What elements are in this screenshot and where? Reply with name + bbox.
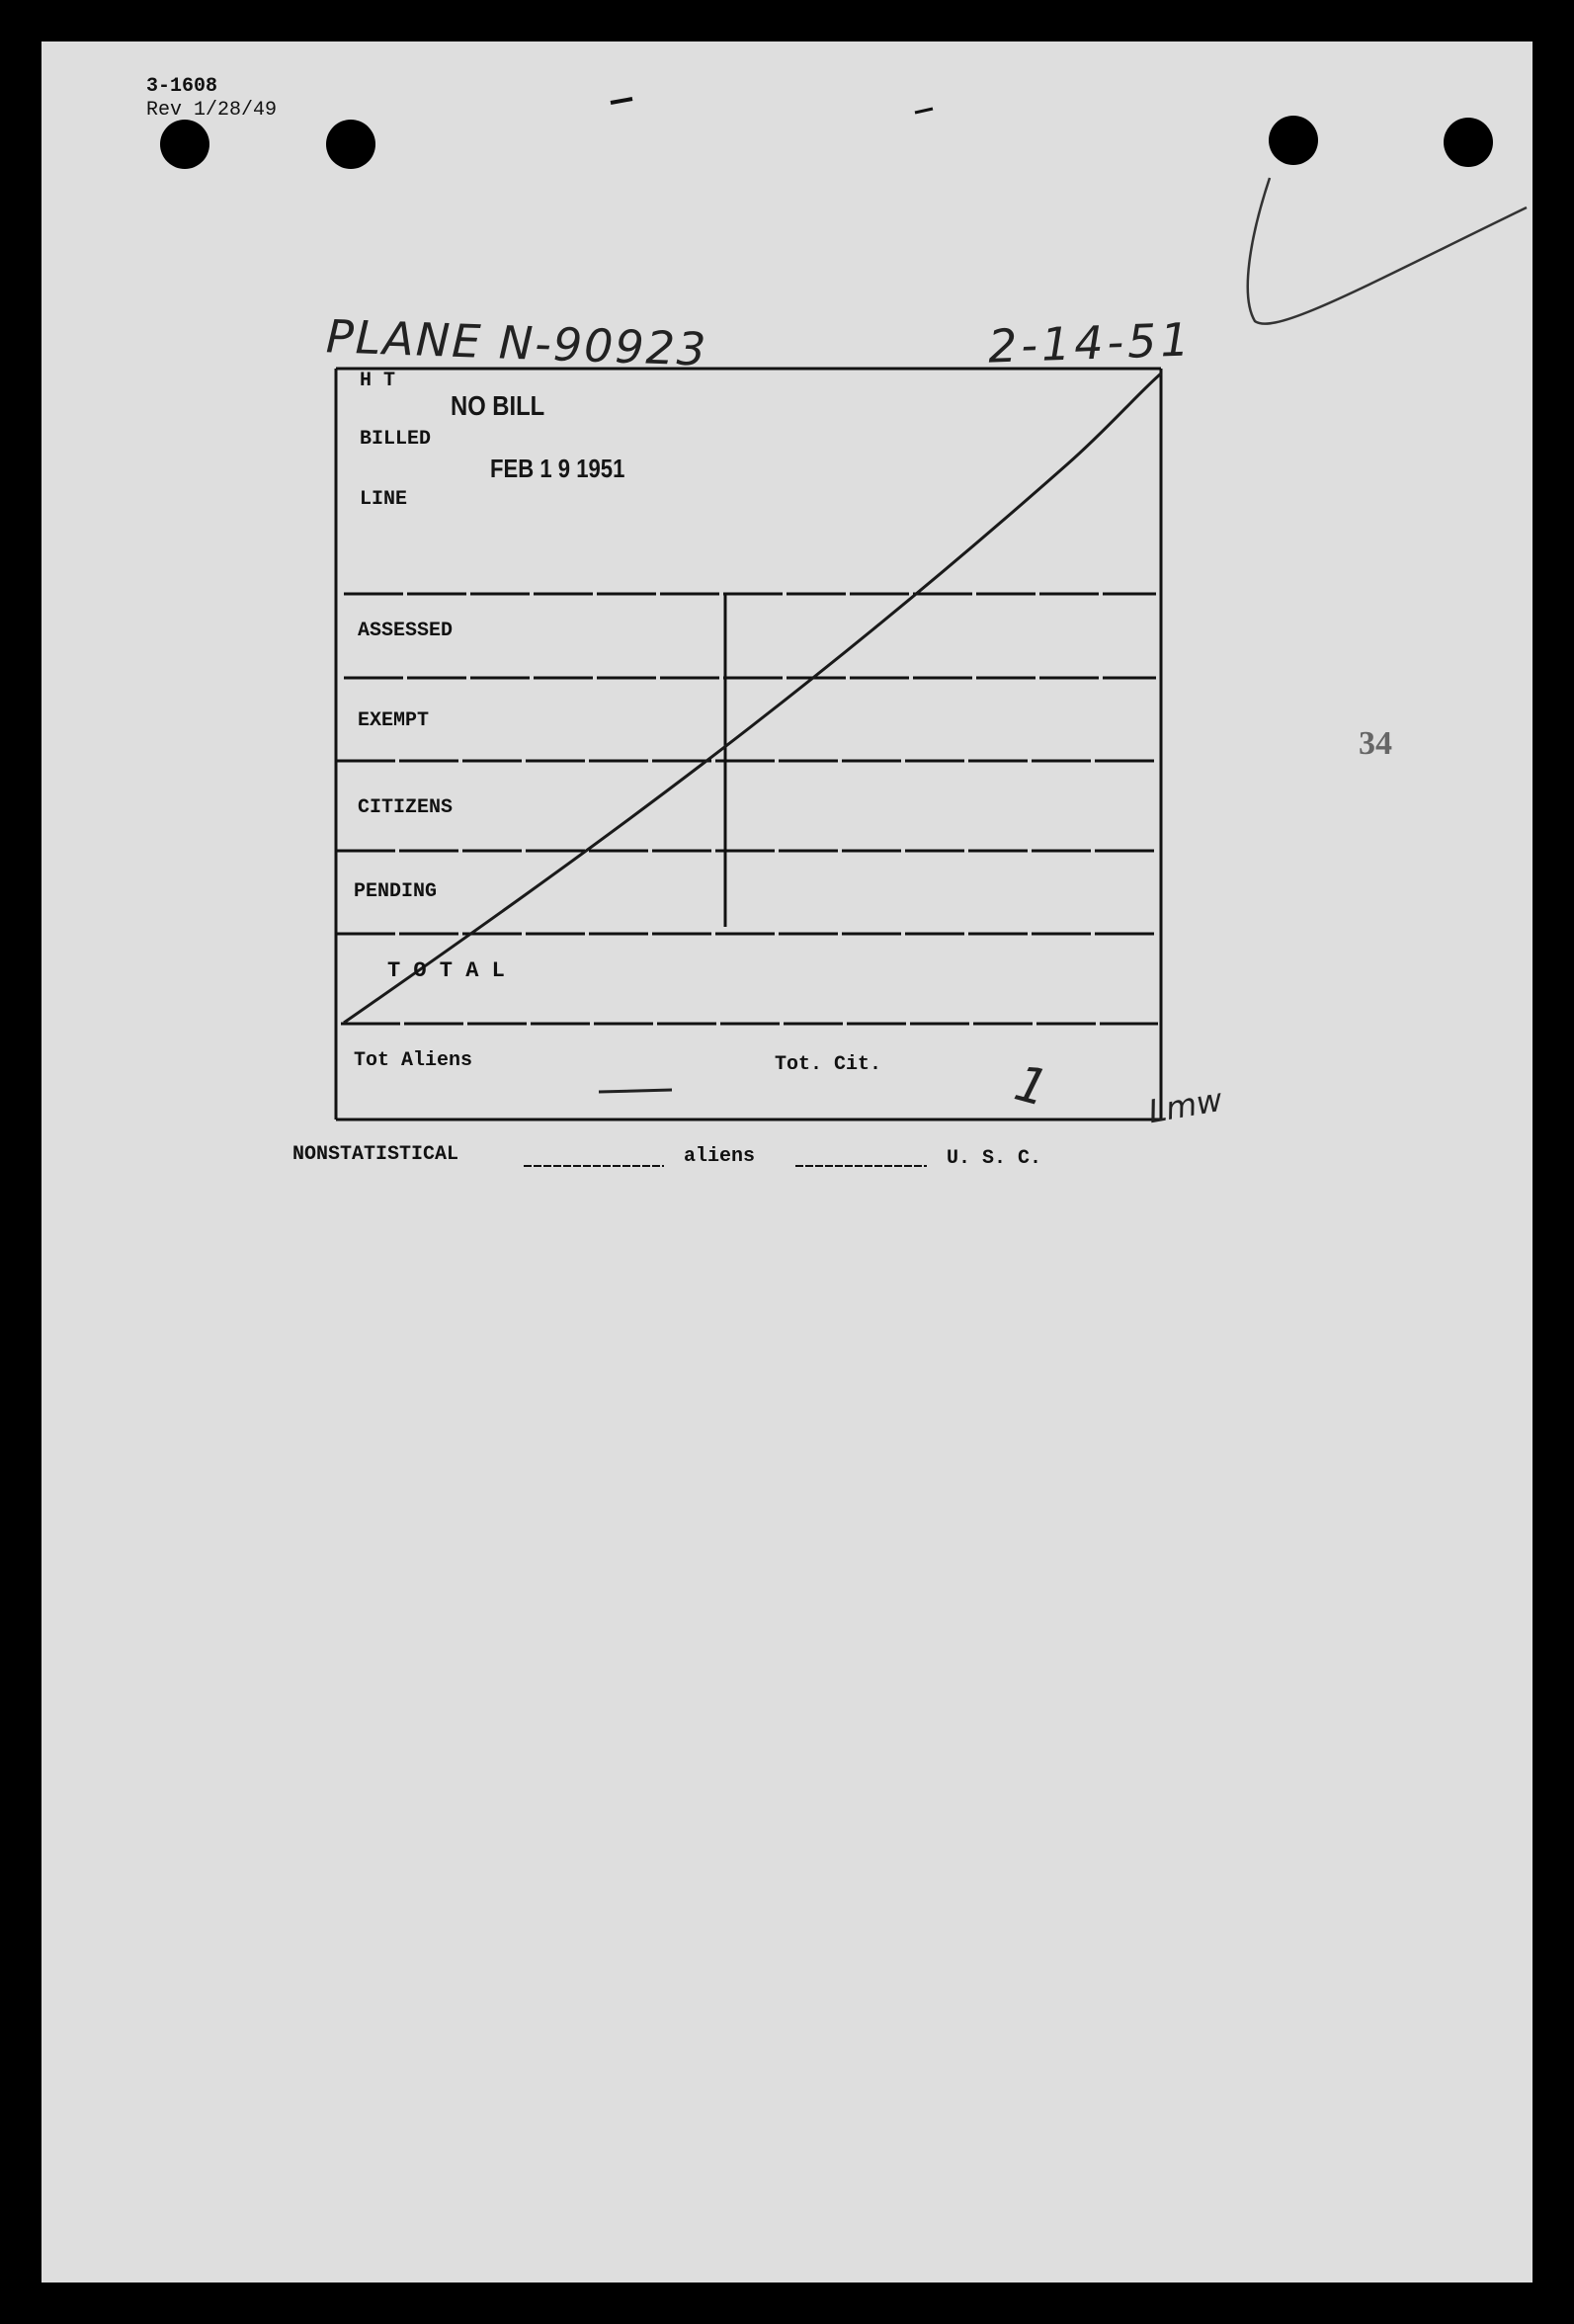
tot-aliens-label: Tot Aliens <box>354 1049 473 1072</box>
nonstatistical-label: NONSTATISTICAL <box>292 1143 459 1166</box>
date-handwritten: 2-14-51 <box>987 312 1195 374</box>
page-number: 34 <box>1359 725 1392 762</box>
cancellation-line <box>344 374 1161 1023</box>
aliens-label: aliens <box>684 1145 756 1168</box>
form-number: 3-1608 <box>146 75 218 98</box>
top-mark-2 <box>915 109 933 113</box>
check-mark <box>1248 178 1527 324</box>
usc-label: U. S. C. <box>947 1147 1042 1170</box>
exempt-label: EXEMPT <box>358 709 430 732</box>
top-mark-1 <box>611 99 632 103</box>
no-bill-stamp: NO BILL <box>451 390 545 421</box>
initials-handwritten: Lmw <box>1145 1080 1225 1131</box>
pending-label: PENDING <box>354 880 438 903</box>
ht-label: H T <box>360 370 396 392</box>
billed-date-stamp: FEB 1 9 1951 <box>490 454 625 483</box>
tot-cit-label: Tot. Cit. <box>775 1053 882 1076</box>
citizens-label: CITIZENS <box>358 796 454 819</box>
billed-label: BILLED <box>360 428 432 451</box>
line-label: LINE <box>360 488 408 511</box>
tot-aliens-dash <box>599 1090 672 1092</box>
plane-number-handwritten: PLANE N-90923 <box>325 309 709 376</box>
form-revision: Rev 1/28/49 <box>146 99 278 122</box>
assessed-label: ASSESSED <box>358 620 454 642</box>
total-label: T O T A L <box>387 958 505 983</box>
tot-cit-value-handwritten: 1 <box>1009 1053 1054 1119</box>
